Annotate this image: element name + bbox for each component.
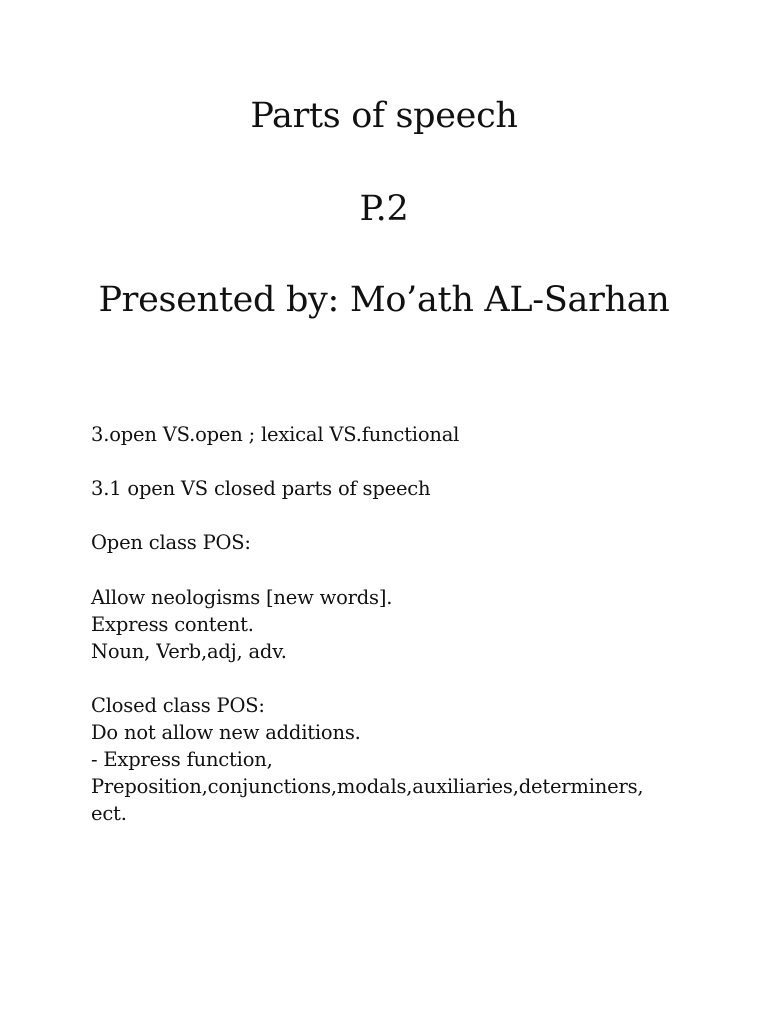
document-title: Parts of speech: [250, 96, 518, 136]
document-subtitle: P.2: [359, 189, 409, 229]
subsection-heading: 3.1 open VS closed parts of speech: [91, 477, 431, 500]
closed-class-block: [91, 692, 751, 827]
list-item: Allow neologisms [new words].: [91, 586, 393, 609]
closed-class-label: Closed class POS:: [91, 694, 265, 717]
list-item: ect.: [91, 802, 127, 825]
list-item: - Express function,: [91, 748, 273, 771]
open-class-label: Open class POS:: [91, 531, 251, 554]
open-class-list: [91, 584, 751, 665]
list-item: Noun, Verb,adj, adv.: [91, 640, 287, 663]
list-item: Preposition,conjunctions,modals,auxiliaries,determiners,: [91, 775, 644, 798]
section-heading: 3.open VS.open ; lexical VS.functional: [91, 423, 460, 446]
list-item: Do not allow new additions.: [91, 721, 361, 744]
presenter-line: Presented by: Mo’ath AL-Sarhan: [98, 280, 670, 320]
list-item: Express content.: [91, 613, 254, 636]
